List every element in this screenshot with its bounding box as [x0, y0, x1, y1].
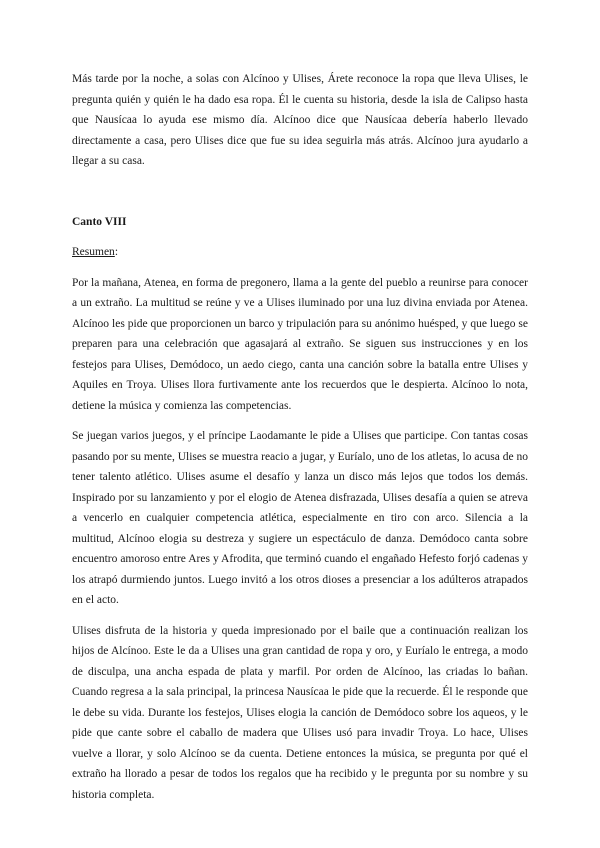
body-paragraph-2: Se juegan varios juegos, y el príncipe Laodamante le pide a Ulises que participe. Con tantas cosas pasando por su mente, Ulises se muestra reacio a jugar, y Euríalo, uno de los atletas, lo acusa de no tener talento atlético. Ulises asume el desafío y lanza un disco más lejos que todos los demás. Inspirado por su lanzamiento y por el elogio de Atenea disfrazada, Ulises desafía a quien se atreva a vencerlo en cualquier competencia atlética, especialmente en tiro con arco. Silencia a la multitud, Alcínoo elogia su destreza y sugiere un espectáculo de danza. Demódoco canta sobre encuentro amoroso entre Ares y Afrodita, que terminó cuando el engañado Hefesto forjó cadenas y los atrapó durmiendo juntos. Luego invitó a los otros dioses a presenciar a los adúlteros atrapados en el acto. [72, 430, 528, 606]
section-subtitle [72, 242, 528, 263]
section-title: Canto VIII [72, 215, 127, 228]
intro-paragraph: Más tarde por la noche, a solas con Alcínoo y Ulises, Árete reconoce la ropa que lleva Ulises, le pregunta quién y quién le ha dado esa ropa. Él le cuenta su historia, desde la isla de Calipso hasta que Nausícaa lo ayuda ese mismo día. Alcínoo dice que Nausícaa debería haberlo llevado directamente a casa, pero Ulises dice que fue su idea seguirla más atrás. Alcínoo jura ayudarlo a llegar a su casa. [72, 73, 528, 167]
body-paragraph-3: Ulises disfruta de la historia y queda impresionado por el baile que a continuación realizan los hijos de Alcínoo. Este le da a Ulises una gran cantidad de ropa y oro, y Euríalo le entrega, a modo de disculpa, una ancha espada de plata y marfil. Por orden de Alcínoo, las criadas lo bañan. Cuando regresa a la sala principal, la princesa Nausícaa le pide que la recuerde. Él le responde que le debe su vida. Durante los festejos, Ulises elogia la canción de Demódoco sobre los aqueos, y le pide que cante sobre el caballo de madera que Ulises usó para invadir Troya. Lo hace, Ulises vuelve a llorar, y solo Alcínoo se da cuenta. Detiene entonces la música, se pregunta por qué el extraño ha llorado a pesar de todos los regalos que ha recibido y le pregunta por su nombre y su historia completa. [72, 624, 528, 801]
section-subtitle-text: Resumen [72, 246, 115, 258]
section-subtitle-colon: : [114, 246, 119, 258]
body-paragraph-1: Por la mañana, Atenea, en forma de pregonero, llama a la gente del pueblo a reunirse para conocer a un extraño. La multitud se reúne y ve a Ulises iluminado por una luz divina enviada por Atenea. Alcínoo les pide que proporcionen un barco y tripulación para su anónimo huésped, y que luego se preparen para una celebración que agasajará al extraño. Se siguen sus instrucciones y en los festejos para Ulises, Demódoco, un aedo ciego, canta una canción sobre la batalla entre Ulises y Aquiles en Troya. Ulises llora furtivamente ante los recuerdos que le despierta. Alcínoo lo nota, detiene la música y comienza las competencias. [72, 276, 528, 412]
